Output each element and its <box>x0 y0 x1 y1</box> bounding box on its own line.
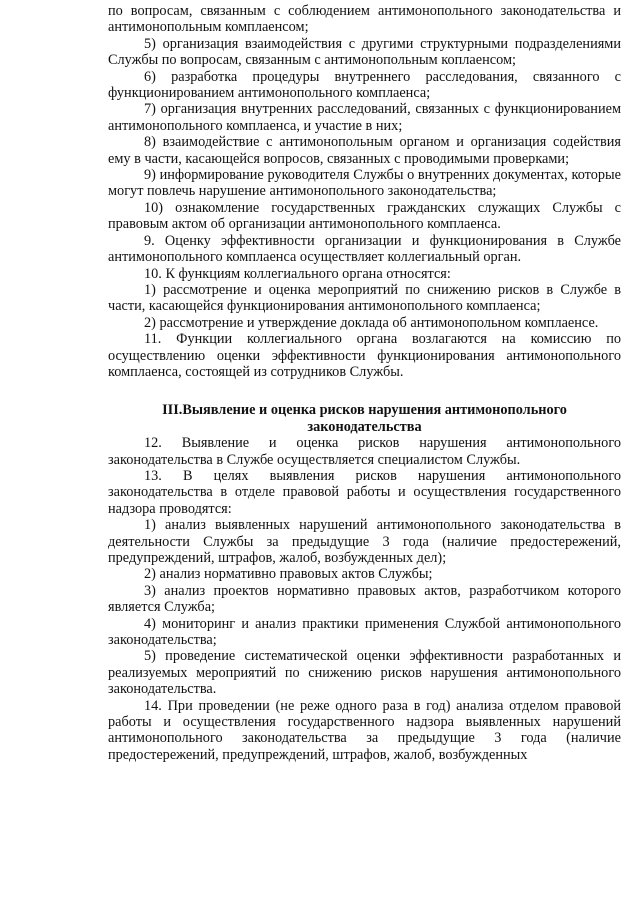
paragraph: 4) мониторинг и анализ практики применения Службой антимонопольного законодательства; <box>108 615 621 649</box>
paragraph: 2) рассмотрение и утверждение доклада об антимонопольном комплаенсе. <box>144 314 599 331</box>
paragraph: 10. К функциям коллегиального органа относятся: <box>144 265 451 282</box>
paragraph: 12. Выявление и оценка рисков нарушения антимонопольного законодательства в Службе осуществляется специалистом Службы. <box>108 435 621 468</box>
section-heading: III.Выявление и оценка рисков нарушения антимонопольного законодательства <box>162 402 567 435</box>
paragraph: 1) рассмотрение и оценка мероприятий по снижению рисков в Службе в части, касающейся функционирования антимонопольного комплаенса; <box>108 281 621 315</box>
paragraph: 9) информирование руководителя Службы о внутренних документах, которые могут повлечь нарушение антимонопольного законодательства; <box>108 167 621 200</box>
paragraph: по вопросам, связанным с соблюдением антимонопольного законодательства и антимонопольным комплаенсом; <box>108 3 621 36</box>
paragraph: 11. Функции коллегиального органа возлагаются на комиссию по осуществлению оценки эффективности функционирования антимонопольного комплаенса, состоящей из сотрудников Службы. <box>108 331 621 380</box>
paragraph: 7) организация внутренних расследований, связанных с функционированием антимонопольного комплаенса, и участие в них; <box>108 101 621 134</box>
paragraph: 3) анализ проектов нормативно правовых актов, разработчиком которого является Служба; <box>108 582 621 616</box>
paragraph: 14. При проведении (не реже одного раза в год) анализа отделом правовой работы и осуществления государственного надзора выявленных нарушений антимонопольного законодательства за предыдущие 3 года (наличие предостережений, предупреждений, штрафов, жалоб, возбужденных <box>108 697 621 763</box>
paragraph: 8) взаимодействие с антимонопольным органом и организация содействия ему в части, касающейся вопросов, связанных с проводимыми проверками; <box>108 134 621 167</box>
paragraph: 6) разработка процедуры внутреннего расследования, связанного с функционированием антимонопольного комплаенса; <box>108 68 621 102</box>
paragraph: 10) ознакомление государственных гражданских служащих Службы с правовым актом об организации антимонопольного комплаенса. <box>108 199 621 233</box>
document-body <box>108 3 621 763</box>
paragraph: 9. Оценку эффективности организации и функционирования в Службе антимонопольного комплаенса осуществляет коллегиальный орган. <box>108 232 621 266</box>
paragraph: 13. В целях выявления рисков нарушения антимонопольного законодательства в отделе правовой работы и осуществления государственного надзора проводятся: <box>108 467 621 517</box>
paragraph: 5) организация взаимодействия с другими структурными подразделениями Службы по вопросам, связанным с антимонопольным коплаенсом; <box>108 35 621 69</box>
paragraph: 1) анализ выявленных нарушений антимонопольного законодательства в деятельности Службы за предыдущие 3 года (наличие предостережений, предупреждений, штрафов, жалоб, возбужденных дел); <box>108 517 621 566</box>
paragraph: 5) проведение систематической оценки эффективности разработанных и реализуемых мероприятий по снижению рисков нарушения антимонопольного законодательства. <box>108 648 621 698</box>
section-spacer <box>108 380 621 402</box>
paragraph: 2) анализ нормативно правовых актов Службы; <box>144 566 433 583</box>
